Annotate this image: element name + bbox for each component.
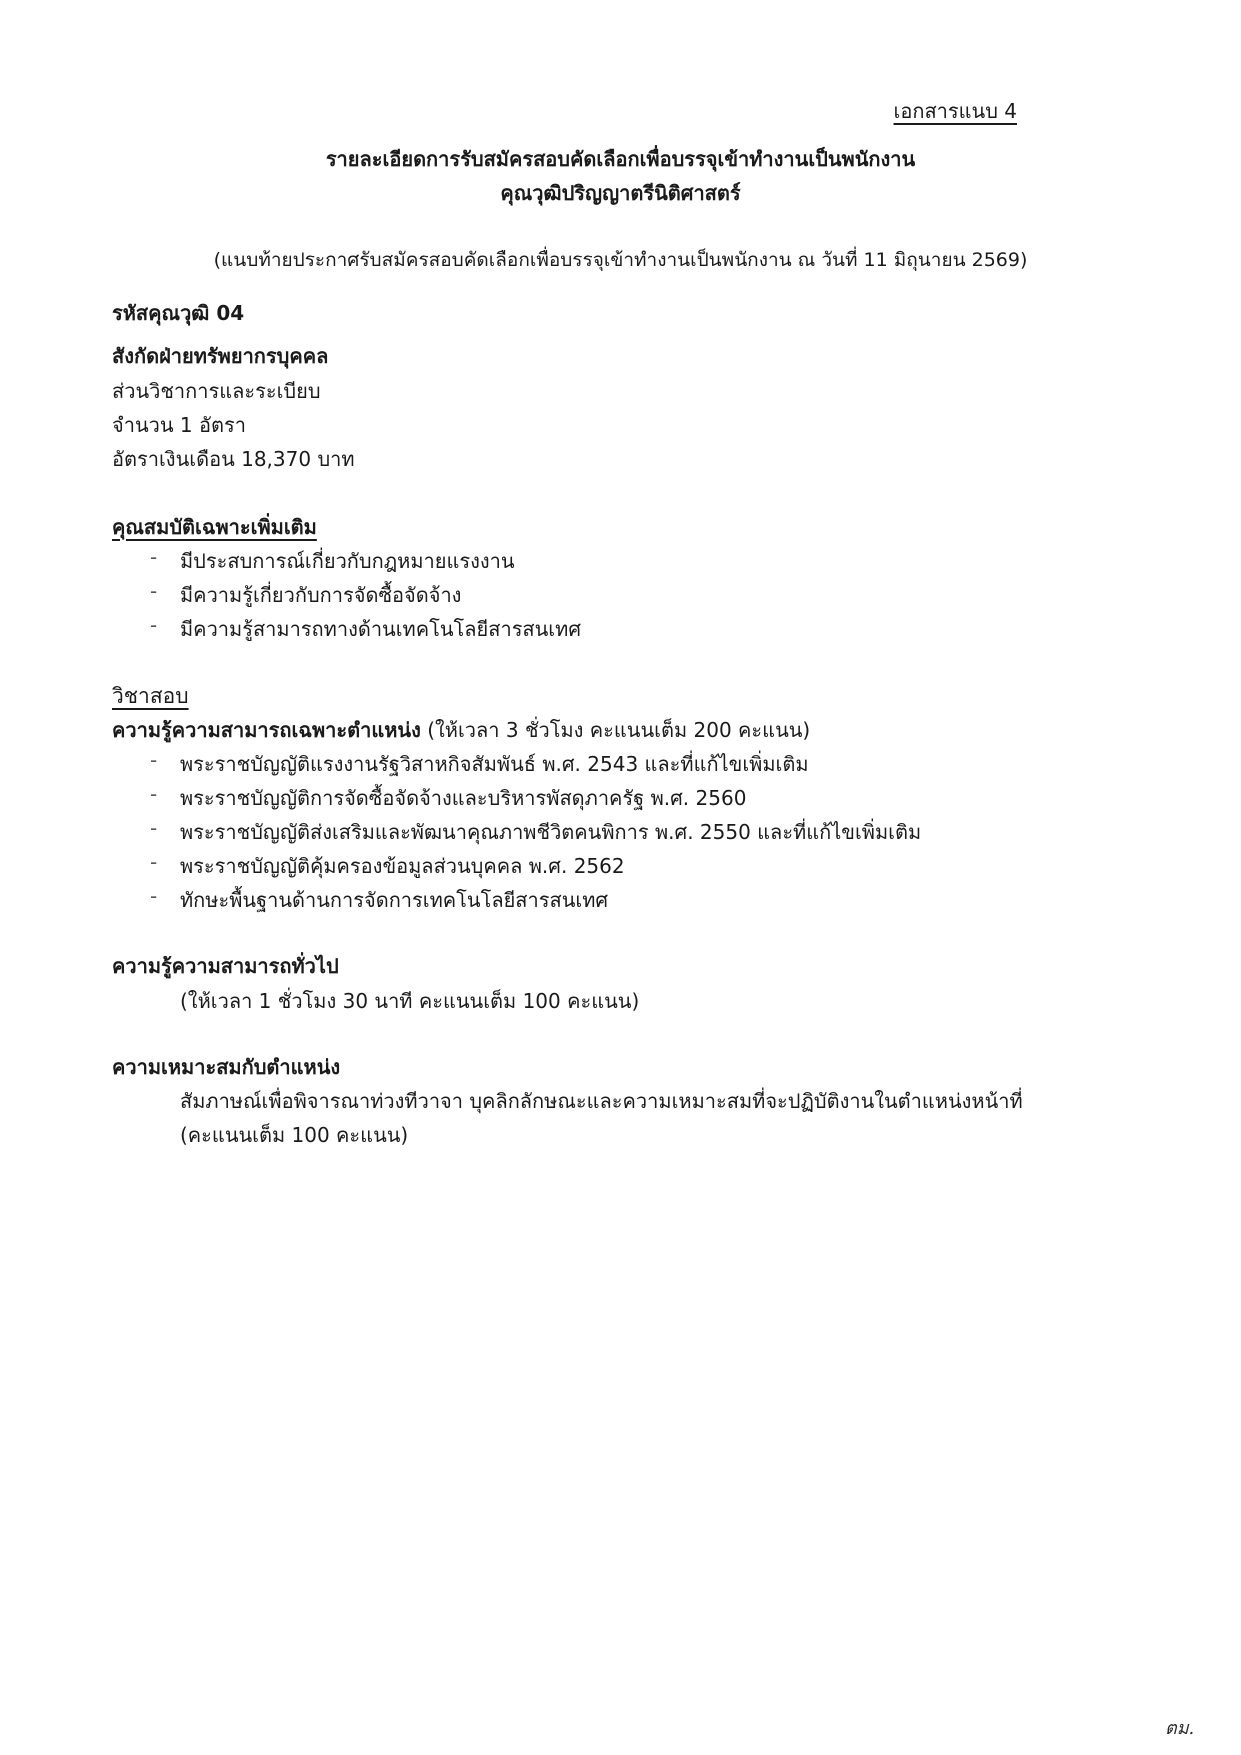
- list-item: [0, 816, 1241, 850]
- dash-bullet: -: [150, 613, 158, 637]
- section: ส่วนวิชาการและระเบียบ: [112, 379, 321, 403]
- announcement-reference: (แนบท้ายประกาศรับสมัครสอบคัดเลือกเพื่อบรรจุเข้าทำงานเป็นพนักงาน ณ วันที่ 11 มิถุนายน 2569): [213, 249, 1028, 271]
- suitability-detail-line2: (คะแนนเต็ม 100 คะแนน): [180, 1123, 409, 1147]
- dash-bullet: -: [150, 782, 158, 806]
- list-item-text: มีความรู้สามารถทางด้านเทคโนโลยีสารสนเทศ: [180, 617, 582, 641]
- qualification-code: รหัสคุณวุฒิ 04: [112, 301, 245, 325]
- document-title-line1: รายละเอียดการรับสมัครสอบคัดเลือกเพื่อบรรจุเข้าทำงานเป็นพนักงาน: [325, 147, 916, 171]
- dash-bullet: -: [150, 850, 158, 874]
- dash-bullet: -: [150, 748, 158, 772]
- list-item: [0, 613, 1241, 647]
- exam-heading: วิชาสอบ: [112, 684, 189, 708]
- list-item-text: พระราชบัญญัติส่งเสริมและพัฒนาคุณภาพชีวิตคนพิการ พ.ศ. 2550 และที่แก้ไขเพิ่มเติม: [180, 820, 922, 844]
- dash-bullet: -: [150, 579, 158, 603]
- specific-knowledge-title: [112, 714, 810, 746]
- general-knowledge-detail: (ให้เวลา 1 ชั่วโมง 30 นาที คะแนนเต็ม 100 คะแนน): [180, 989, 640, 1013]
- department: สังกัดฝ่ายทรัพยากรบุคคล: [112, 344, 329, 368]
- dash-bullet: -: [150, 884, 158, 908]
- dash-bullet: -: [150, 816, 158, 840]
- list-item-text: มีความรู้เกี่ยวกับการจัดซื้อจัดจ้าง: [180, 583, 462, 607]
- list-item: [0, 579, 1241, 613]
- extra-qualifications-heading: คุณสมบัติเฉพาะเพิ่มเติม: [112, 515, 317, 539]
- document-title-line2: คุณวุฒิปริญญาตรีนิติศาสตร์: [500, 181, 741, 205]
- dash-bullet: -: [150, 545, 158, 569]
- suitability-title: ความเหมาะสมกับตำแหน่ง: [112, 1055, 341, 1079]
- general-knowledge-title: ความรู้ความสามารถทั่วไป: [112, 954, 339, 978]
- list-item: [0, 782, 1241, 816]
- list-item: [0, 545, 1241, 579]
- list-item: [0, 748, 1241, 782]
- list-item-text: ทักษะพื้นฐานด้านการจัดการเทคโนโลยีสารสนเทศ: [180, 888, 609, 912]
- list-item: [0, 884, 1241, 918]
- list-item-text: พระราชบัญญัติการจัดซื้อจัดจ้างและบริหารพัสดุภาครัฐ พ.ศ. 2560: [180, 786, 747, 810]
- specific-knowledge-time: (ให้เวลา 3 ชั่วโมง คะแนนเต็ม 200 คะแนน): [420, 718, 811, 742]
- handwritten-initials: ตม.: [1165, 1718, 1195, 1739]
- positions-count: จำนวน 1 อัตรา: [112, 413, 246, 437]
- list-item-text: พระราชบัญญัติแรงงานรัฐวิสาหกิจสัมพันธ์ พ.ศ. 2543 และที่แก้ไขเพิ่มเติม: [180, 752, 809, 776]
- list-item: [0, 850, 1241, 884]
- attachment-label: เอกสารแนบ 4: [893, 99, 1017, 123]
- list-item-text: มีประสบการณ์เกี่ยวกับกฎหมายแรงงาน: [180, 549, 515, 573]
- salary: อัตราเงินเดือน 18,370 บาท: [112, 447, 355, 471]
- suitability-detail-line1: สัมภาษณ์เพื่อพิจารณาท่วงทีวาจา บุคลิกลักษณะและความเหมาะสมที่จะปฏิบัติงานในตำแหน่งหน้าที่: [180, 1089, 1023, 1113]
- specific-knowledge-label: ความรู้ความสามารถเฉพาะตำแหน่ง: [112, 718, 421, 742]
- list-item-text: พระราชบัญญัติคุ้มครองข้อมูลส่วนบุคคล พ.ศ. 2562: [180, 854, 625, 878]
